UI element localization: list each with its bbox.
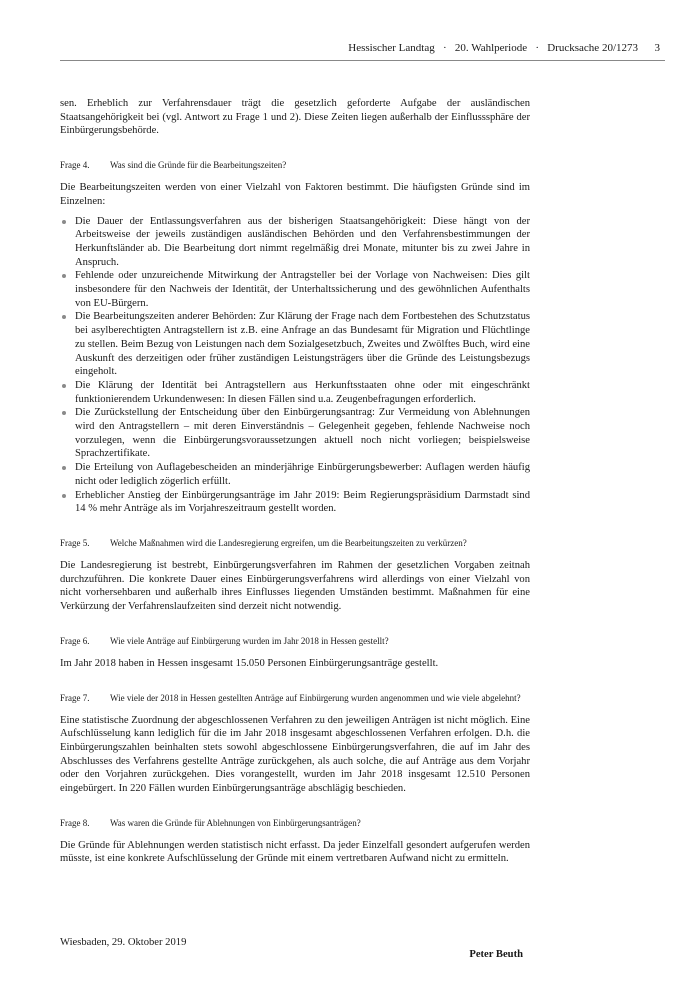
question-text: Was sind die Gründe für die Bearbeitungszeiten? [110,160,287,171]
reasons-list [60,215,530,516]
page-header [0,42,700,58]
question-text: Welche Maßnahmen wird die Landesregierung ergreifen, um die Bearbeitungszeiten zu verkürzen? [110,537,467,548]
page-number: 3 [654,42,660,54]
question-text: Wie viele Anträge auf Einbürgerung wurden im Jahr 2018 in Hessen gestellt? [110,635,389,646]
header-divider [60,60,665,61]
answer-5-paragraph: Die Landesregierung ist bestrebt, Einbürgerungsverfahren im Rahmen der gesetzlichen Vorgaben zeitnah durchzuführen. Die konkrete Dauer eines Einbürgerungsverfahrens wird allerdings von einer Vielzahl von nicht vorhersehbaren und außerhalb ihres Einflusses liegenden Umständen bestimmt. Maßnahmen für eine Verkürzung der Verfahrenslaufzeiten sind derzeit nicht notwendig. [60,559,530,613]
question-label: Frage 8. [60,817,90,828]
answer-6-paragraph: Im Jahr 2018 haben in Hessen insgesamt 15.050 Personen Einbürgerungsanträge gestellt. [60,657,439,669]
question-8 [60,818,530,829]
list-item: Fehlende oder unzureichende Mitwirkung der Antragsteller bei der Vorlage von Nachweisen: Dies gilt insbesondere für den Nachweis der Identität, der Unterhaltssicherung und des gewöhnlichen Aufenthalts von EU-Bürgern. [60,269,530,310]
place-date: Wiesbaden, 29. Oktober 2019 [60,937,187,948]
list-item: Die Dauer der Entlassungsverfahren aus der bisherigen Staatsangehörigkeit: Diese hängt von der Arbeitsweise der jeweils zuständigen ausländischen Behörden und den Verfahrensbestimmungen der Herkunftsländer ab. Die Bearbeitung dort nimmt regelmäßig drei Monate, mitunter bis zu zwei Jahre in Anspruch. [60,215,530,270]
question-text: Wie viele der 2018 in Hessen gestellten Anträge auf Einbürgerung wurden angenommen und wie viele abgelehnt? [110,692,521,703]
header-title: Hessischer Landtag · 20. Wahlperiode · Drucksache 20/1273 [348,42,638,54]
list-item: Erheblicher Anstieg der Einbürgerungsanträge im Jahr 2019: Beim Regierungspräsidium Darmstadt sind 14 % mehr Anträge als im Vorjahreszeitraum gestellt worden. [60,489,530,516]
document-body [60,97,530,866]
question-5 [60,538,530,549]
answer-4-paragraph: Die Bearbeitungszeiten werden von einer Vielzahl von Faktoren bestimmt. Die häufigsten Gründe sind im Einzelnen: [60,182,530,207]
question-label: Frage 6. [60,635,90,646]
question-7 [60,693,530,704]
question-label: Frage 7. [60,692,90,703]
answer-8-paragraph: Die Gründe für Ablehnungen werden statistisch nicht erfasst. Da jeder Einzelfall gesondert aufgerufen werden müsste, ist eine konkrete Aufschlüsselung der Gründe mit einem vertretbaren Aufwand nicht zu ermitteln. [60,839,530,865]
list-item: Die Zurückstellung der Entscheidung über den Einbürgerungsantrag: Zur Vermeidung von Ablehnungen wird den Antragstellern – mit deren Einverständnis – Gelegenheit gegeben, fehlende Nachweise noch vorzulegen, wenn die Einbürgerungsvoraussetzungen aktuell noch nicht vorliegen; beispielsweise Sprachzertifikate. [60,406,530,461]
question-text: Was waren die Gründe für Ablehnungen von Einbürgerungsanträgen? [110,817,361,828]
question-label: Frage 5. [60,537,90,548]
question-4 [60,160,530,171]
answer-7-paragraph: Eine statistische Zuordnung der abgeschlossenen Verfahren zu den jeweiligen Anträgen ist nicht möglich. Eine Aufschlüsselung kann lediglich für die im Jahr 2018 insgesamt abgeschlossenen Verfahren erfolgen. D.h. die Einbürgerungszahlen beinhalten stets sowohl abgeschlossene Einbürgerungsverfahren, die auf im Jahr des Abschlusses des Verfahrens gestellte Anträge zurückgehen, als auch solche, die auf Anträge aus dem Vorjahr oder den Vorjahren zurückgehen. Dies vorangestellt, wurden im Jahr 2018 insgesamt 12.510 Personen eingebürgert. In 220 Fällen wurden Einbürgerungsanträge abschlägig beschieden. [60,714,530,795]
signature-name: Peter Beuth [469,949,523,960]
question-6 [60,636,530,647]
list-item: Die Klärung der Identität bei Antragstellern aus Herkunftsstaaten ohne oder mit eingeschränkt funktionierendem Urkundenwesen: In diesen Fällen sind u.a. Zeugenbefragungen erforderlich. [60,379,530,406]
list-item: Die Erteilung von Auflagebescheiden an minderjährige Einbürgerungsbewerber: Auflagen werden häufig nicht oder lediglich zögerlich erfüllt. [60,461,530,488]
list-item: Die Bearbeitungszeiten anderer Behörden: Zur Klärung der Frage nach dem Fortbestehen des Schutzstatus bei asylberechtigten Antragstellern ist z.B. eine Anfrage an das Bundesamt für Migration und Flüchtlinge zu stellen. Beim Bezug von Leistungen nach dem Sozialgesetzbuch, Zweites und Zwölftes Buch, wird eine Auskunft des derzeitigen oder früher zuständigen Leistungsträgers über die Gründe des Leistungsbezugs eingeholt. [60,310,530,379]
intro-paragraph: sen. Erheblich zur Verfahrensdauer trägt die gesetzlich geforderte Aufgabe der ausländischen Staatsangehörigkeit bei (vgl. Antwort zu Frage 1 und 2). Diese Zeiten liegen außerhalb der Einflusssphäre der Einbürgerungsbehörde. [60,98,530,137]
question-label: Frage 4. [60,160,90,171]
